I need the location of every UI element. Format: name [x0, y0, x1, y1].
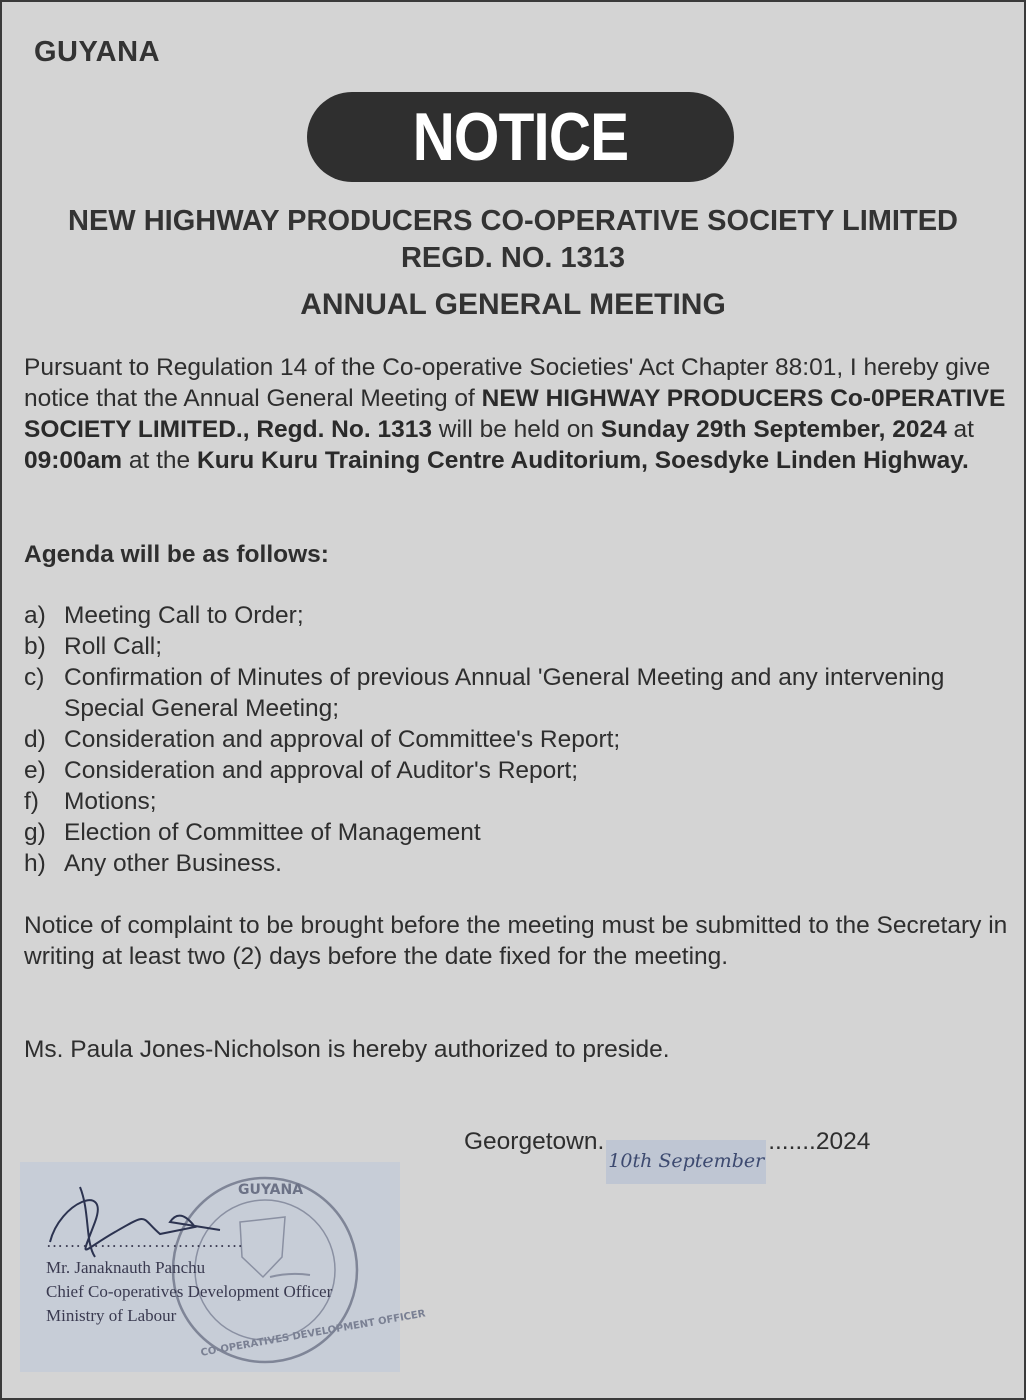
complaint-line-2: writing at least two (2) days before the date fixed for the meeting.: [24, 943, 729, 970]
handwritten-date-text: 10th September: [608, 1150, 765, 1172]
dateline-place: Georgetown.: [464, 1128, 605, 1155]
agenda-item: [24, 724, 1009, 755]
stamp-bottom-text: CO-OPERATIVES DEVELOPMENT OFFICER: [199, 1308, 427, 1359]
agenda-item: [24, 817, 1009, 848]
stamp-top-text: GUYANA: [238, 1182, 304, 1198]
agenda-text: Motions;: [64, 788, 157, 815]
signatory-name: Mr. Janaknauth Panchu: [46, 1258, 206, 1277]
complaint-line-1: Notice of complaint to be brought before the meeting must be submitted to the Secretary in: [24, 912, 1008, 939]
agenda-item: [24, 662, 1009, 724]
meeting-date: Sunday 29th September, 2024: [600, 416, 947, 443]
agenda-letter: g): [24, 819, 46, 846]
dateline-year: 2024: [815, 1128, 871, 1155]
intro-paragraph: [24, 352, 1009, 476]
intro-text-4: at the: [122, 447, 197, 474]
agenda-text: Roll Call;: [64, 633, 163, 660]
preside-paragraph: Ms. Paula Jones-Nicholson is hereby authorized to preside.: [24, 1036, 670, 1063]
agenda-text: Election of Committee of Management: [64, 819, 481, 846]
agenda-item: [24, 600, 1009, 631]
notice-title: NOTICE: [412, 99, 629, 175]
meeting-time: 09:00am: [24, 447, 123, 474]
agenda-item: [24, 848, 1009, 879]
signatory-ministry: Ministry of Labour: [46, 1306, 177, 1325]
agenda-letter: h): [24, 850, 46, 877]
agenda-letter: d): [24, 726, 46, 753]
agenda-item: [24, 755, 1009, 786]
agenda-letter: c): [24, 664, 45, 691]
meeting-heading: ANNUAL GENERAL MEETING: [300, 288, 726, 321]
meeting-venue: Kuru Kuru Training Centre Auditorium, Soesdyke Linden Highway.: [197, 447, 969, 474]
signature-dots: ……………………………: [46, 1232, 244, 1251]
complaint-paragraph: [24, 910, 1009, 972]
signature-block: [20, 1162, 427, 1372]
intro-text-3: at: [946, 416, 974, 443]
dateline-dots: .......: [768, 1128, 816, 1155]
intro-text-2: will be held on: [431, 416, 601, 443]
agenda-text: Consideration and approval of Auditor's Report;: [64, 757, 579, 784]
agenda-title: Agenda will be as follows:: [24, 541, 329, 568]
country-label: GUYANA: [34, 36, 161, 68]
organization-heading: NEW HIGHWAY PRODUCERS CO-OPERATIVE SOCIETY LIMITED: [68, 205, 958, 237]
signatory-title: Chief Co-operatives Development Officer: [46, 1282, 333, 1301]
agenda-letter: a): [24, 602, 46, 629]
agenda-text: Consideration and approval of Committee's Report;: [64, 726, 621, 753]
agenda-text: Meeting Call to Order;: [64, 602, 304, 629]
intro-text-1: Pursuant to Regulation 14 of the Co-operative Societies' Act Chapter 88:01, I hereby give notice that the Annual General Meeting of: [24, 354, 991, 412]
dateline: [464, 1128, 870, 1184]
agenda-list: [24, 600, 1009, 879]
agenda-letter: b): [24, 633, 46, 660]
agenda-item: [24, 786, 1009, 817]
intro-organization: NEW HIGHWAY PRODUCERS Co-0PERATIVE SOCIETY LIMITED., Regd. No. 1313: [24, 385, 1006, 443]
agenda-letter: f): [24, 788, 39, 815]
agenda-text: Any other Business.: [64, 850, 282, 877]
agenda-text: Confirmation of Minutes of previous Annual 'General Meeting and any intervening Special General Meeting;: [64, 664, 945, 722]
agenda-item: [24, 631, 1009, 662]
registration-heading: REGD. NO. 1313: [400, 242, 626, 274]
handwritten-date: [606, 1140, 766, 1184]
agenda-letter: e): [24, 757, 46, 784]
notice-banner: [307, 92, 734, 182]
